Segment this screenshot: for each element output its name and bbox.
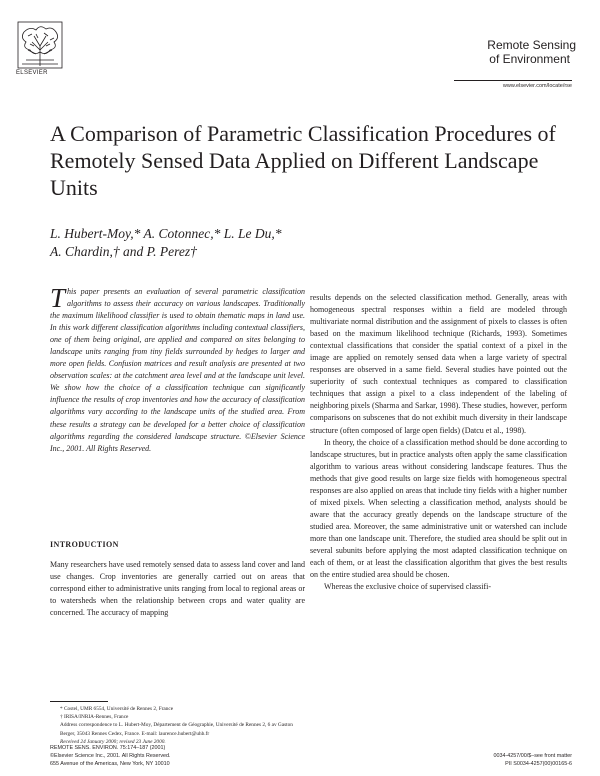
body-right-column — [310, 292, 567, 593]
publisher-name: ELSEVIER — [16, 70, 48, 76]
footnote-received: Received 24 January 2000; revised 23 June 2000. — [60, 738, 166, 745]
journal-name — [487, 38, 576, 66]
abstract — [50, 283, 305, 455]
article-title: A Comparison of Parametric Classification Procedures of Remotely Sensed Data Applied on Different Landscape Units — [50, 121, 556, 200]
footnote-affiliation-1: * Costel, UMR 6554, Université de Rennes 2, France — [60, 706, 174, 712]
footnotes — [60, 705, 303, 746]
elsevier-tree-logo-icon — [16, 20, 64, 72]
authors-line2: A. Chardin,† and P. Perez† — [50, 244, 197, 259]
imprint-left — [50, 744, 171, 768]
imprint-address: 655 Avenue of the Americas, New York, NY 10010 — [50, 761, 170, 767]
journal-rule — [454, 80, 572, 81]
journal-url: www.elsevier.com/locate/rse — [502, 83, 572, 89]
abstract-text: his paper presents an evaluation of several parametric classification algorithms to assess their accuracy on various landscapes. Traditionally the maximum likelihood classifier is used to obtain thematic maps in land use. In this work different classification algorithms including contextual classifiers, one of them being original, are applied and compared on sites belonging to landscape units ranging from tiny fields surrounded by hedges to larger and more open fields. Confusion matrices and result analysis are presented at two observation scales: at the catchment area level and at the landscape unit level. We show how the choice of a classification technique can significantly influence the results of crop inventories and how the accuracy of classification algorithms vary according to the landscape units of the studied area. From these results a strategy can be developed for a better choice of classification algorithms regarding the considered landscape structure. ©Elsevier Science Inc., 2001. All Rights Reserved. — [50, 287, 305, 453]
imprint-pii: PII S0034-4257(00)00165-6 — [505, 761, 572, 767]
journal-name-line1: Remote Sensing — [487, 38, 576, 52]
intro-text: Many researchers have used remotely sensed data to assess land cover and land use changes. Crop inventories are generally carried out on areas that correspond either to administrative units ranging from local to regional areas or to watersheds when the relationship between crops and water quality are concerned. The accuracy of mapping — [50, 560, 305, 618]
imprint-citation: REMOTE SENS. ENVIRON. 75:174–187 (2001) — [50, 745, 166, 751]
imprint-issn: 0034-4257/00/$–see front matter — [493, 753, 572, 759]
authors-line1: L. Hubert-Moy,* A. Cotonnec,* L. Le Du,* — [50, 226, 282, 241]
footnote-correspondence: Address correspondence to L. Hubert-Moy, Département de Géographie, Université de Rennes 2, 6 av Gaston Berger, 35043 Rennes Cedex, France. E-mail: laurence.hubert@uhb.fr — [60, 722, 293, 737]
body-paragraph-2: In theory, the choice of a classification method should be done according to landscape structures, but in practice analysts often apply the same classification algorithm to various areas without considering landscape features. Thus the methods that give good results on large size fields with homogeneous spectral responses are also applied on areas that include tiny fields with a higher number of mixed pixels. When selecting a classification method, analysts should be aware that the accuracy greatly depends on the landscape structure of the studied area. Moreover, the same administrative unit or watershed can include more than one landscape unit. Therefore, the studied area should be split out in several subunits before applying the most adapted classification technique on each of them, or at least the classification algorithm that gives the best results on the entire studied area should be chosen. — [310, 437, 567, 580]
body-paragraph-3: Whereas the exclusive choice of supervised classifi- — [324, 582, 492, 592]
imprint-right — [493, 752, 572, 768]
imprint-copyright: ©Elsevier Science Inc., 2001. All Rights Reserved. — [50, 753, 171, 759]
journal-name-line2: of Environment — [489, 52, 570, 66]
footnote-rule — [50, 701, 108, 702]
intro-heading: INTRODUCTION — [50, 540, 119, 549]
abstract-dropcap: T — [50, 283, 66, 313]
footnote-affiliation-2: † IRISA/INRIA-Rennes, France — [60, 714, 129, 721]
body-paragraph-1: results depends on the selected classification method. Generally, areas with homogeneous spectral responses within a field are modeled through multivariate normal distribution and the assignment of pixels to classes is often based on the maximum likelihood technique (Richards, 1993). Sometimes contextual classifications that consider the spatial context of a pixel in the image are applied on remotely sensed data when a large variety of spectral responses are observed in a same field. Several studies have pointed out the superiority of such contextual techniques as compared to classification techniques that assign a pixel to a class independent of the labeling of neighboring pixels (Sharma and Sarkar, 1998). These studies, however, perform comparisons on subscenes that do not exhibit much diversity in their landscape structure (often composed of large open fields) (Datcu et al., 1998). — [310, 293, 567, 435]
article-authors — [50, 225, 570, 261]
